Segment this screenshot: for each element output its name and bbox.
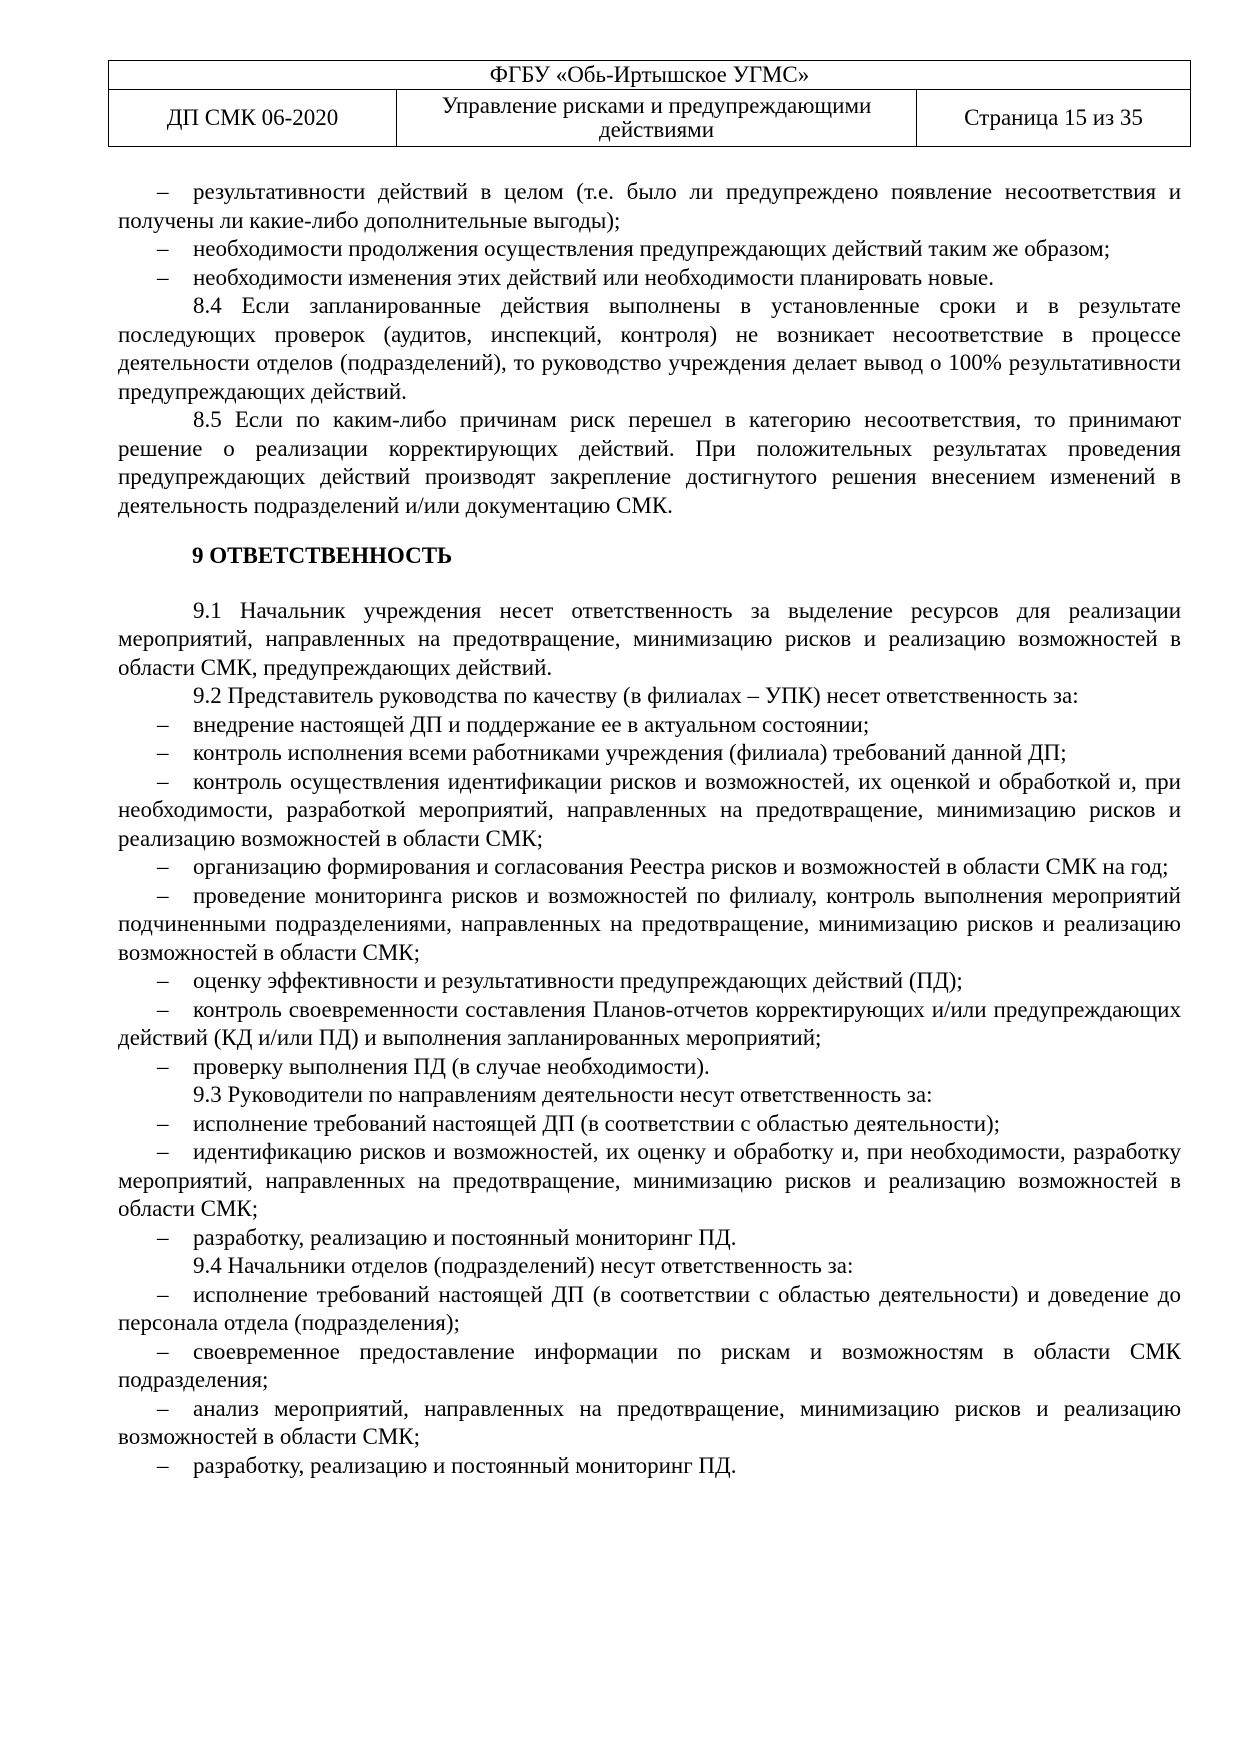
- list-item-text: контроль своевременности составления Планов-отчетов корректирующих и/или предупреждающих действий (КД и/или ПД) и выполнения запланированных мероприятий;: [118, 996, 1181, 1050]
- dash-marker: –: [157, 1110, 169, 1136]
- list-item-text: идентификацию рисков и возможностей, их оценку и обработку и, при необходимости, разработку мероприятий, направленных на предотвращение, минимизацию рисков и реализацию возможностей в области СМК;: [118, 1139, 1181, 1221]
- list-item-text: результативности действий в целом (т.е. было ли предупреждено появление несоответствия и получены ли какие-либо дополнительные выгоды);: [118, 179, 1181, 233]
- organization-name: ФГБУ «Обь-Иртышское УГМС»: [109, 61, 1191, 90]
- list-item-text: исполнение требований настоящей ДП (в соответствии с областью деятельности) и доведение до персонала отдела (подразделения);: [118, 1281, 1181, 1335]
- dash-marker: –: [157, 1224, 169, 1250]
- list-item: [118, 1224, 1181, 1253]
- list-item: [118, 711, 1181, 740]
- list-item: [118, 1110, 1181, 1139]
- list-item: [118, 882, 1181, 968]
- list-item: [118, 178, 1181, 235]
- list-item-text: проверку выполнения ПД (в случае необходимости).: [193, 1053, 710, 1079]
- list-item: [118, 1281, 1181, 1338]
- paragraph: 8.5 Если по каким-либо причинам риск перешел в категорию несоответствия, то принимают решение о реализации корректирующих действий. При положительных результатах проведения предупреждающих действий производят закрепление достигнутого решения внесением изменений в деятельность подразделений и/или документацию СМК.: [118, 407, 1181, 518]
- dash-marker: –: [157, 1053, 169, 1079]
- list-item-text: контроль осуществления идентификации рисков и возможностей, их оценкой и обработкой и, при необходимости, разработкой мероприятий, направленных на предотвращение, минимизацию рисков и реализацию возможностей в области СМК;: [118, 768, 1181, 851]
- list-item: [118, 1338, 1181, 1395]
- dash-marker: –: [157, 179, 169, 204]
- list-item-text: проведение мониторинга рисков и возможностей по филиалу, контроль выполнения мероприятий подчиненными подразделениями, направленных на предотвращение, минимизацию рисков и реализацию возможностей в области СМК;: [118, 882, 1181, 965]
- list-item: [118, 1053, 1181, 1082]
- list-item-text: внедрение настоящей ДП и поддержание ее в актуальном состоянии;: [193, 711, 870, 737]
- list-item-text: организацию формирования и согласования Реестра рисков и возможностей в области СМК на год;: [193, 854, 1169, 879]
- list-item-text: оценку эффективности и результативности предупреждающих действий (ПД);: [193, 968, 963, 993]
- document-header-table: [108, 60, 1191, 147]
- list-item: [118, 739, 1181, 768]
- dash-marker: –: [157, 1139, 169, 1164]
- dash-marker: –: [157, 236, 169, 261]
- list-item-text: контроль исполнения всеми работниками учреждения (филиала) требований данной ДП;: [193, 740, 1067, 765]
- dash-marker: –: [157, 996, 169, 1022]
- list-item: [118, 768, 1181, 854]
- list-item-text: разработку, реализацию и постоянный мониторинг ПД.: [193, 1452, 737, 1478]
- dash-marker: –: [157, 1338, 169, 1364]
- paragraph: 9.2 Представитель руководства по качеству (в филиалах – УПК) несет ответственность за:: [193, 683, 1079, 708]
- dash-marker: –: [157, 882, 169, 908]
- document-code: ДП СМК 06-2020: [109, 90, 397, 147]
- paragraph: 9.3 Руководители по направлениям деятельности несут ответственность за:: [193, 1082, 933, 1107]
- list-item-text: необходимости изменения этих действий или необходимости планировать новые.: [193, 264, 995, 290]
- list-item: [118, 1138, 1181, 1224]
- dash-marker: –: [157, 740, 169, 765]
- list-item-text: анализ мероприятий, направленных на предотвращение, минимизацию рисков и реализацию возможностей в области СМК;: [118, 1395, 1181, 1449]
- document-title: Управление рисками и предупреждающими действиями: [397, 90, 917, 147]
- document-body: [118, 178, 1181, 1480]
- dash-marker: –: [157, 768, 169, 794]
- dash-marker: –: [157, 1281, 169, 1307]
- list-item-text: необходимости продолжения осуществления предупреждающих действий таким же образом;: [193, 236, 1111, 261]
- list-item-text: исполнение требований настоящей ДП (в соответствии с областью деятельности);: [193, 1110, 1001, 1136]
- list-item: [118, 1395, 1181, 1452]
- paragraph: 9.1 Начальник учреждения несет ответственность за выделение ресурсов для реализации мероприятий, направленных на предотвращение, минимизацию рисков и реализацию возможностей в области СМК, предупреждающих действий.: [118, 597, 1181, 680]
- list-item-text: разработку, реализацию и постоянный мониторинг ПД.: [193, 1224, 737, 1250]
- paragraph: 8.4 Если запланированные действия выполнены в установленные сроки и в результате последующих проверок (аудитов, инспекций, контроля) не возникает несоответствие в процессе деятельности отделов (подразделений), то руководство учреждения делает вывод о 100% результативности предупреждающих действий.: [118, 293, 1181, 404]
- dash-marker: –: [157, 968, 169, 993]
- section-8-continuation: [118, 178, 1181, 520]
- dash-marker: –: [157, 264, 169, 290]
- dash-marker: –: [157, 1395, 169, 1421]
- list-item: [118, 1452, 1181, 1481]
- section-9-heading: 9 ОТВЕТСТВЕННОСТЬ: [192, 543, 453, 568]
- list-item: [118, 235, 1181, 264]
- page-number: Страница 15 из 35: [917, 90, 1191, 147]
- dash-marker: –: [157, 1452, 169, 1478]
- list-item: [118, 853, 1181, 882]
- list-item: [118, 996, 1181, 1053]
- dash-marker: –: [157, 711, 169, 737]
- dash-marker: –: [157, 854, 169, 879]
- paragraph: 9.4 Начальники отделов (подразделений) несут ответственность за:: [193, 1253, 854, 1278]
- list-item: [118, 264, 1181, 293]
- section-9-responsibility: [118, 597, 1181, 1481]
- list-item: [118, 967, 1181, 996]
- list-item-text: своевременное предоставление информации по рискам и возможностям в области СМК подразделения;: [118, 1338, 1181, 1392]
